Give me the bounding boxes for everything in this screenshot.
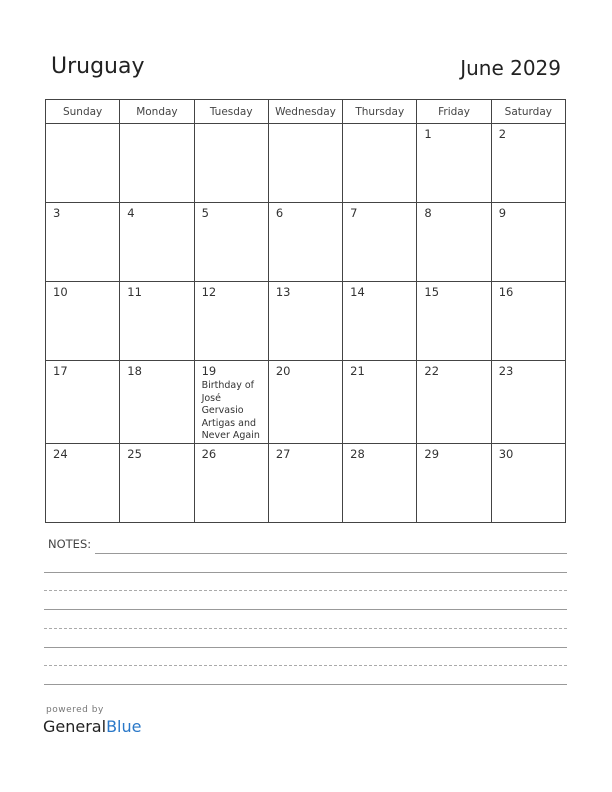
day-number: 23 bbox=[498, 364, 514, 378]
weekday-thursday: Thursday bbox=[343, 100, 417, 124]
day-cell bbox=[343, 361, 417, 444]
day-cell bbox=[417, 282, 491, 361]
day-cell bbox=[491, 443, 565, 522]
note-line bbox=[44, 684, 567, 685]
day-number: 2 bbox=[498, 127, 507, 141]
day-cell bbox=[194, 203, 268, 282]
day-number: 8 bbox=[424, 206, 432, 220]
weekday-tuesday: Tuesday bbox=[194, 100, 268, 124]
day-number: 3 bbox=[53, 206, 61, 220]
day-cell bbox=[46, 361, 120, 444]
note-line bbox=[44, 628, 567, 629]
day-cell bbox=[120, 203, 194, 282]
week-row bbox=[46, 443, 566, 522]
day-cell bbox=[194, 282, 268, 361]
day-cell bbox=[120, 443, 194, 522]
day-cell bbox=[46, 282, 120, 361]
note-line bbox=[44, 665, 567, 666]
day-number: 13 bbox=[275, 285, 291, 299]
note-line bbox=[44, 609, 567, 610]
brand-blue: Blue bbox=[106, 717, 142, 736]
day-cell bbox=[120, 282, 194, 361]
day-cell bbox=[46, 443, 120, 522]
day-number: 15 bbox=[424, 285, 440, 299]
day-number: 22 bbox=[424, 364, 440, 378]
calendar-grid bbox=[45, 99, 566, 523]
holiday-label: Birthday of José Gervasio Artigas and Never Again bbox=[201, 380, 260, 441]
day-number: 7 bbox=[350, 206, 358, 220]
month-title: June 2029 bbox=[460, 56, 561, 80]
note-line bbox=[44, 590, 567, 591]
note-line bbox=[44, 647, 567, 648]
weekday-saturday: Saturday bbox=[491, 100, 565, 124]
day-cell bbox=[343, 124, 417, 203]
week-row bbox=[46, 203, 566, 282]
day-cell bbox=[417, 443, 491, 522]
day-cell bbox=[120, 361, 194, 444]
day-cell bbox=[417, 124, 491, 203]
week-row bbox=[46, 361, 566, 444]
day-number: 17 bbox=[53, 364, 68, 378]
day-number: 4 bbox=[127, 206, 135, 220]
day-number: 14 bbox=[350, 285, 365, 299]
day-cell bbox=[491, 203, 565, 282]
day-number: 12 bbox=[201, 285, 217, 299]
day-cell bbox=[268, 443, 342, 522]
weekday-sunday: Sunday bbox=[46, 100, 120, 124]
day-cell bbox=[343, 443, 417, 522]
day-number: 27 bbox=[275, 446, 291, 461]
weekday-friday: Friday bbox=[417, 100, 491, 124]
day-number: 9 bbox=[498, 206, 507, 220]
week-row bbox=[46, 282, 566, 361]
day-number: 16 bbox=[498, 285, 514, 299]
day-number: 24 bbox=[53, 446, 68, 461]
day-cell bbox=[343, 203, 417, 282]
generalblue-logo bbox=[43, 717, 141, 736]
powered-by-label: powered by bbox=[46, 705, 104, 715]
day-cell bbox=[46, 203, 120, 282]
day-cell bbox=[268, 124, 342, 203]
day-number: 21 bbox=[350, 364, 365, 378]
country-title: Uruguay bbox=[51, 54, 145, 79]
brand-general: General bbox=[43, 717, 107, 736]
day-number: 18 bbox=[127, 364, 142, 378]
day-cell bbox=[268, 361, 342, 444]
day-cell bbox=[491, 282, 565, 361]
day-number: 30 bbox=[498, 446, 514, 461]
day-cell bbox=[120, 124, 194, 203]
day-cell-holiday bbox=[194, 361, 268, 444]
day-cell bbox=[194, 443, 268, 522]
day-number: 20 bbox=[275, 364, 291, 378]
week-row bbox=[46, 124, 566, 203]
day-number: 5 bbox=[201, 206, 209, 220]
day-cell bbox=[194, 124, 268, 203]
day-cell bbox=[268, 203, 342, 282]
day-cell bbox=[343, 282, 417, 361]
day-cell bbox=[491, 124, 565, 203]
day-cell bbox=[268, 282, 342, 361]
day-cell bbox=[491, 361, 565, 444]
note-line bbox=[95, 553, 567, 554]
day-number: 29 bbox=[424, 446, 440, 461]
weekday-wednesday: Wednesday bbox=[268, 100, 342, 124]
day-number: 19 bbox=[201, 364, 217, 378]
day-number: 25 bbox=[127, 446, 142, 461]
day-number: 6 bbox=[275, 206, 284, 220]
weekday-header-row bbox=[46, 100, 566, 124]
day-cell bbox=[46, 124, 120, 203]
day-cell bbox=[417, 203, 491, 282]
notes-label: NOTES: bbox=[48, 537, 92, 551]
day-number: 10 bbox=[53, 285, 68, 299]
day-number: 1 bbox=[424, 127, 432, 141]
day-number: 26 bbox=[201, 446, 217, 461]
day-number: 28 bbox=[350, 446, 365, 461]
day-number: 11 bbox=[127, 285, 142, 299]
note-line bbox=[44, 572, 567, 573]
weekday-monday: Monday bbox=[120, 100, 194, 124]
day-cell bbox=[417, 361, 491, 444]
